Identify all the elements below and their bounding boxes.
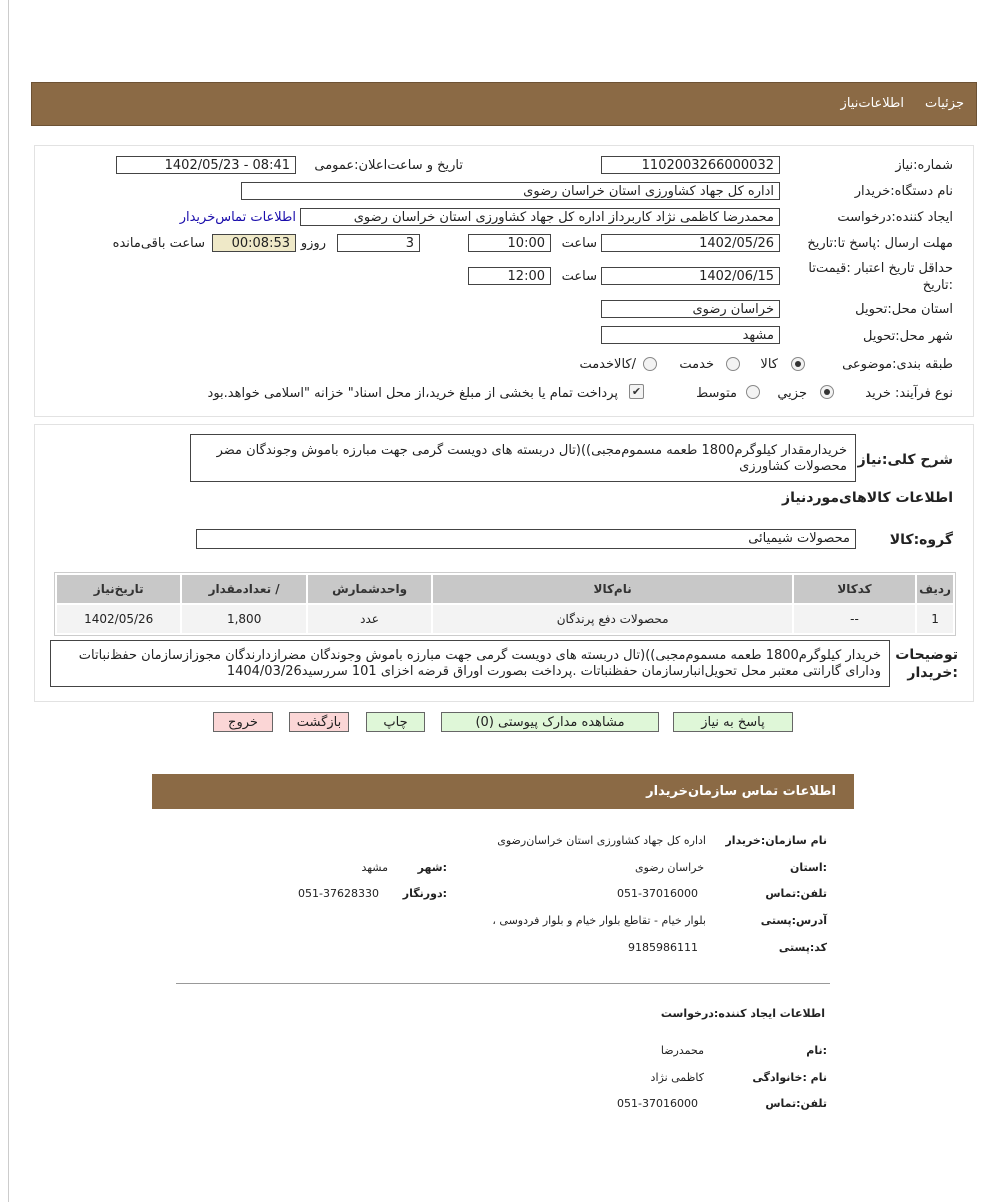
contact-title: اطلاعات تماس سازمان‌خریدار [646,784,836,799]
province-label: استان محل:تحویل [855,302,953,317]
price-validity-label: حداقل تاریخ اعتبار :قیمت‌تا [808,261,953,276]
cell-row: 1 [917,605,953,633]
cell-unit: عدد [308,605,431,633]
page-left-border [8,0,9,1202]
category-radio-goods[interactable] [791,357,805,371]
payment-note: پرداخت تمام یا بخشی از مبلغ خرید،از محل اسناد" خزانه "اسلامی خواهد.بود [207,386,618,401]
print-button[interactable]: چاپ [366,712,425,732]
remaining-time-label: ساعت باقی‌مانده [112,236,205,251]
process-radio-medium[interactable] [746,385,760,399]
contact-phone-value: 051-37016000 [617,887,698,900]
price-validity-label-2: :تاریخ [922,278,953,293]
cell-date: 1402/05/26 [57,605,180,633]
payment-checkbox[interactable]: ✔ [629,384,644,399]
contact-city-label: :شهر [417,861,447,874]
goods-table [54,572,956,636]
tab-need-info[interactable]: اطلاعات‌نیاز [840,96,904,111]
requester-family-label: نام :خانوادگی [752,1071,827,1084]
province-field: خراسان رضوی [601,300,780,318]
category-service-label: خدمت [679,357,714,372]
reply-deadline-label: مهلت ارسال :پاسخ تا:تاریخ [807,236,953,251]
col-name: نام‌کالا [433,575,792,603]
days-label: روزو [300,236,326,251]
contact-fax-label: :دورنگار [402,887,447,900]
exit-button[interactable]: خروج [213,712,273,732]
buyer-org-field: اداره کل جهاد کشاورزی استان خراسان رضوی [241,182,780,200]
buyer-org-label: نام دستگاه:خریدار [854,184,953,199]
process-radio-minor[interactable] [820,385,834,399]
creator-label: ایجاد کننده:درخواست [837,210,953,225]
category-goods-label: کالا [760,357,778,372]
city-label: شهر محل:تحویل [863,329,953,344]
validity-time-label: ساعت [561,269,597,284]
announce-label: تاریخ و ساعت‌اعلان:عمومی [314,158,463,173]
buyer-notes-label-2: :خریدار [907,665,958,681]
contact-header [152,774,854,809]
city-field: مشهد [601,326,780,344]
contact-city-value: مشهد [361,861,388,874]
remaining-time-field: 00:08:53 [212,234,296,252]
cell-qty: 1,800 [182,605,305,633]
back-button[interactable]: بازگشت [289,712,349,732]
process-label: نوع فرآیند: خرید [865,386,953,401]
need-number-label: شماره‌:نیاز [895,158,953,173]
validity-time-field: 12:00 [468,267,551,285]
buyer-notes-box: خریدار کیلوگرم1800 طعمه مسموم‌مجبی))(تال دربسته های دویست گرمی جهت مبارزه باموش وجوندگان مضرازدارندگان مجوزازسازمان حفظ‌نباتات ودارای گارانتی معتبر محل تحویل‌انبارسازمان حفظنباتات .پرداخت بصورت اوراق قرضه اخزای 101 سررسید1404/03/26 [50,640,890,687]
section-divider [176,983,830,984]
tab-details[interactable]: جزئیات [925,96,964,111]
buyer-contact-link[interactable]: اطلاعات تماس‌خریدار [179,210,296,225]
contact-address-label: آدرس:پستی [760,914,827,927]
category-radio-goods-service[interactable] [643,357,657,371]
table-row [57,605,953,633]
process-minor-label: جزيي [777,386,807,401]
col-unit: واحدشمارش [308,575,431,603]
requester-name-value: محمدرضا [660,1044,704,1057]
org-name-label: نام سازمان:خریدار [725,834,827,847]
contact-province-value: خراسان رضوی [634,861,704,874]
contact-address-value: بلوار خیام - تقاطع بلوار خیام و بلوار فردوسی ، [492,914,706,927]
col-qty: / تعدادمقدار [182,575,305,603]
need-number-field: 1102003266000032 [601,156,780,174]
announce-field: 1402/05/23 - 08:41 [116,156,296,174]
requester-title: اطلاعات ایجاد کننده:درخواست [660,1007,825,1020]
buyer-notes-label-1: توضیحات [895,647,958,663]
reply-date-field: 1402/05/26 [601,234,780,252]
process-medium-label: متوسط [696,386,737,401]
view-attachments-button[interactable]: مشاهده مدارک پیوستی (0) [441,712,659,732]
description-label: شرح کلی:نیاز [857,452,953,468]
reply-time-field: 10:00 [468,234,551,252]
requester-phone-value: 051-37016000 [617,1097,698,1110]
col-row: ردیف [917,575,953,603]
contact-postal-value: 9185986111 [628,941,698,954]
validity-date-field: 1402/06/15 [601,267,780,285]
goods-info-title: اطلاعات کالاهای‌موردنیاز [782,490,953,506]
details-header [31,82,977,126]
col-date: تاریخ‌نیاز [57,575,180,603]
org-name-value: اداره کل جهاد کشاورزی استان خراسان‌رضوی [497,834,706,847]
description-box: خریدارمقدار کیلوگرم1800 طعمه مسموم‌مجبی))(تال دربسته های دویست گرمی جهت مبارزه باموش وجوندگان مضر محصولات کشاورزی [190,434,856,482]
cell-name: محصولات دفع پرندگان [433,605,792,633]
days-field: 3 [337,234,420,252]
requester-family-value: کاظمی نژاد [650,1071,704,1084]
creator-field: محمدرضا کاظمی نژاد کاربرداز اداره کل جهاد کشاورزی استان خراسان رضوی [300,208,780,226]
cell-code: -- [794,605,915,633]
reply-time-label: ساعت [561,236,597,251]
reply-button[interactable]: پاسخ به نیاز [673,712,793,732]
category-goods-service-label: /کالاخدمت [579,357,636,372]
requester-name-label: :نام [806,1044,827,1057]
contact-fax-value: 051-37628330 [298,887,379,900]
contact-postal-label: کد:پستی [778,941,827,954]
col-code: کدکالا [794,575,915,603]
category-radio-service[interactable] [726,357,740,371]
category-label: طبقه بندی:موضوعی [842,357,953,372]
goods-group-field: محصولات شیمیائی [196,529,856,549]
contact-phone-label: تلفن:تماس [765,887,827,900]
goods-group-label: گروه:کالا [889,532,953,548]
requester-phone-label: تلفن:تماس [765,1097,827,1110]
contact-province-label: :استان [790,861,827,874]
